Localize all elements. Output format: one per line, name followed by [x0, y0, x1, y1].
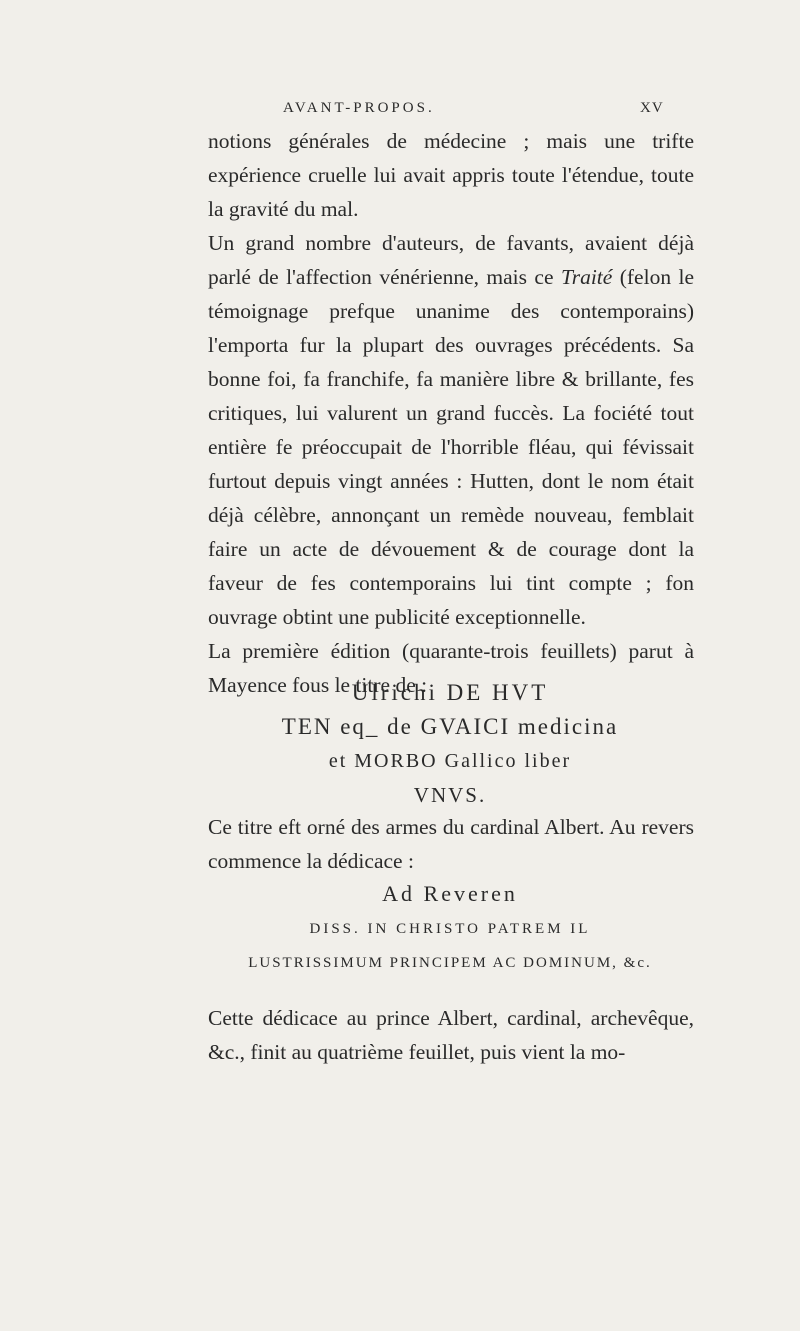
body-text-bottom [208, 1001, 694, 1069]
paragraph-3: La première édition (quarante-trois feuillets) parut à Mayence fous le titre de : [208, 639, 694, 697]
paragraph-2 [208, 226, 694, 634]
dedication-line-1: Ad Reveren [382, 881, 518, 906]
book-title-block [200, 676, 700, 812]
paragraph-2-start: Un grand nombre d'auteurs, de favants, avaient déjà parlé de l'affection vénérienne, mais ce [208, 231, 694, 289]
page-number: XV [640, 100, 664, 116]
paragraph-1: notions générales de médecine ; mais une trifte expérience cruelle lui avait appris toute l'étendue, toute la gravité du mal. [208, 129, 694, 221]
dedication-block [200, 876, 700, 980]
running-head-title: AVANT-PROPOS. [283, 100, 435, 116]
dedication-line-3: LUSTRISSIMUM PRINCIPEM AC DOMINUM, &c. [248, 955, 652, 971]
body-text-middle [208, 810, 694, 878]
paragraph-2-end: (felon le témoignage prefque unanime des contemporains) l'emporta fur la plupart des ouvrages précédents. Sa bonne foi, fa franchife, fa manière libre & brillante, fes critiques, lui valurent un grand fuccès. La fociété tout entière fe préoccupait de l'horrible fléau, qui févissait furtout depuis vingt années : Hutten, dont le nom était déjà célèbre, annonçant un remède nouveau, femblait faire un acte de dévouement & de courage dont la faveur de fes contemporains lui tint compte ; fon ouvrage obtint une publicité exceptionnelle. [208, 265, 694, 629]
paragraph-5: Cette dédicace au prince Albert, cardinal, archevêque, &c., finit au quatrième feuillet, puis vient la mo- [208, 1006, 694, 1064]
book-title-line-2: TEN eq_ de GVAICI medicina [281, 714, 619, 739]
book-title-line-1: Ulrichi DE HVT [351, 680, 549, 705]
book-title-line-3: et MORBO Gallico liber [328, 750, 572, 772]
paragraph-2-italic: Traité [560, 265, 613, 289]
paragraph-4: Ce titre eft orné des armes du cardinal Albert. Au revers commence la dédicace : [208, 815, 694, 873]
dedication-line-2: DISS. IN CHRISTO PATREM IL [309, 921, 591, 937]
book-title-line-4: VNVS. [413, 783, 487, 807]
body-text-top [208, 124, 694, 702]
